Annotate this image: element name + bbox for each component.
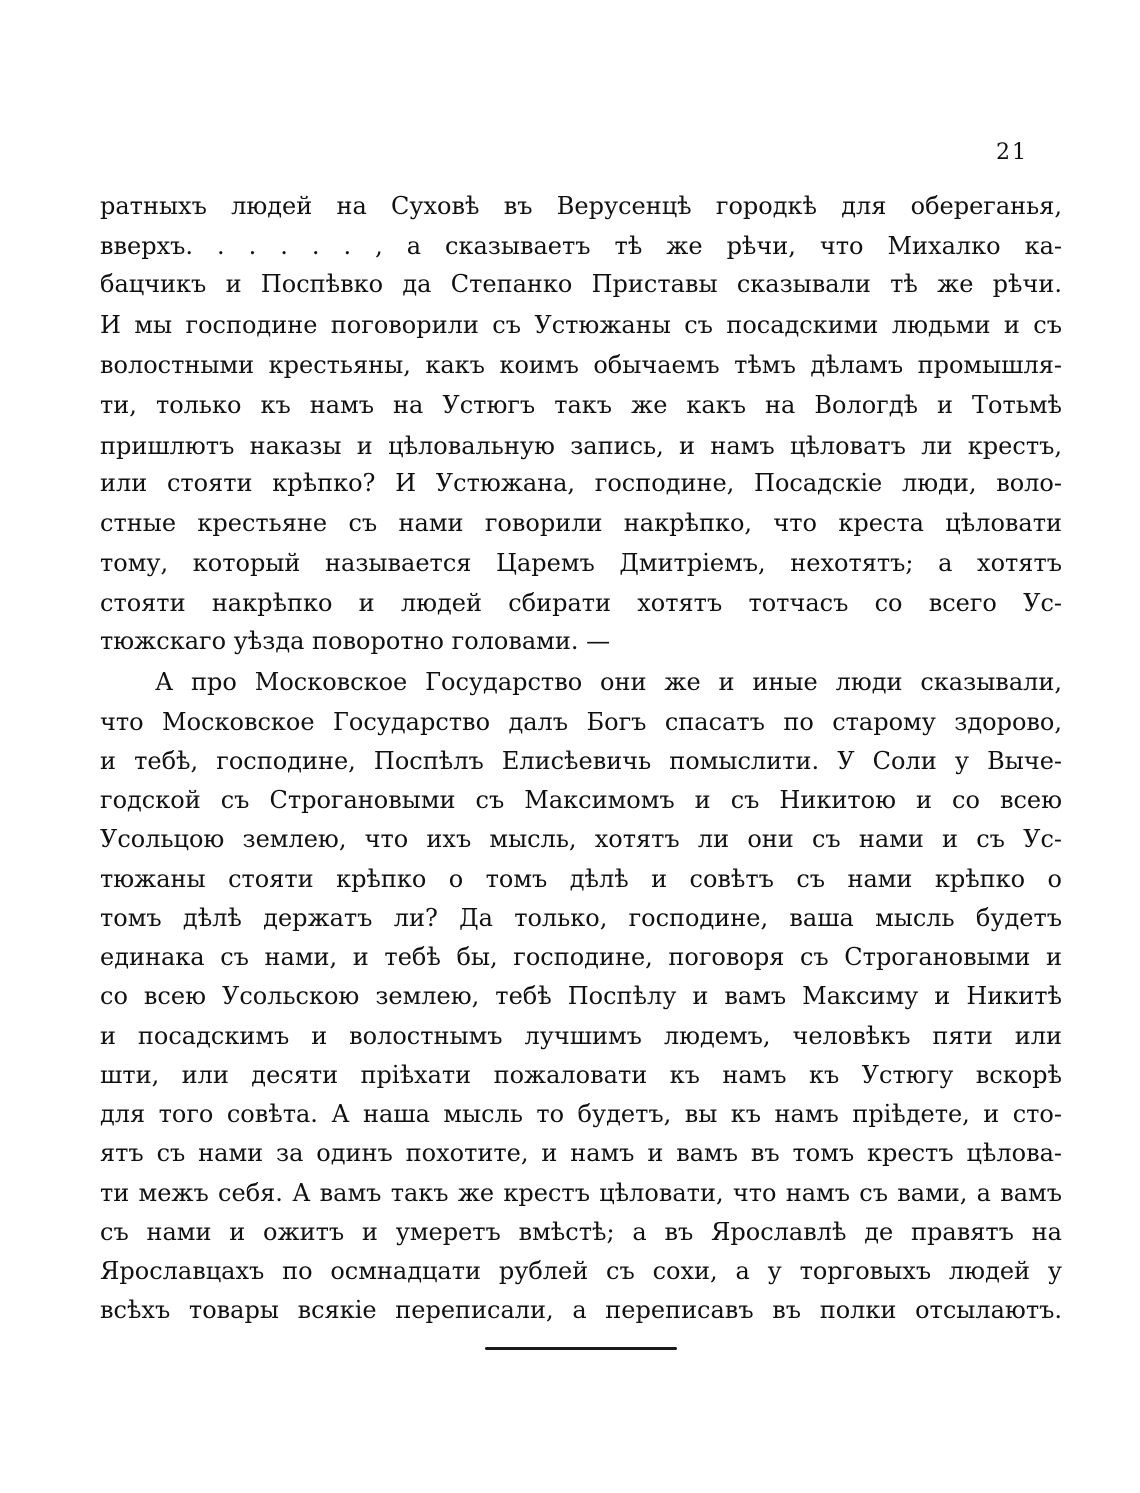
text-line: бацчикъ и Поспѣвко да Степанко Приставы сказывали тѣ же рѣчи. <box>100 270 1062 298</box>
text-line: всѣхъ товары всякіе переписали, а переписавъ въ полки отсылаютъ. <box>100 1296 1062 1324</box>
text-line: волостными крестьяны, какъ коимъ обычаемъ тѣмъ дѣламъ промышля- <box>100 351 1062 379</box>
text-line: и посадскимъ и волостнымъ лучшимъ людемъ, человѣкъ пяти или <box>100 1022 1062 1050</box>
text-line: Усольцою землею, что ихъ мысль, хотятъ ли они съ нами и съ Ус- <box>100 825 1062 853</box>
text-line: или стояти крѣпко? И Устюжана, господине, Посадскіе люди, воло- <box>100 469 1062 497</box>
text-line: шти, или десяти пріѣхати пожаловати къ намъ къ Устюгу вскорѣ <box>100 1061 1062 1089</box>
text-line: пришлютъ наказы и цѣловальную запись, и намъ цѣловатъ ли крестъ, <box>100 432 1062 460</box>
text-line: ти, только къ намъ на Устюгъ такъ же какъ на Вологдѣ и Тотьмѣ <box>100 391 1062 419</box>
text-line: что Московское Государство далъ Богъ спасатъ по старому здорово, <box>100 708 1062 736</box>
text-line: единака съ нами, и тебѣ бы, господине, поговоря съ Строгановыми и <box>100 943 1062 971</box>
text-line: годской съ Строгановыми съ Максимомъ и съ Никитою и со всею <box>100 786 1062 814</box>
page-number: 21 <box>996 140 1028 165</box>
text-line: съ нами и ожитъ и умеретъ вмѣстѣ; а въ Ярославлѣ де правятъ на <box>100 1218 1062 1246</box>
text-line: стные крестьяне съ нами говорили накрѣпко, что креста цѣловати <box>100 509 1062 537</box>
text-line: ятъ съ нами за одинъ похотите, и намъ и вамъ въ томъ крестъ цѣлова- <box>100 1139 1062 1167</box>
text-line: ратныхъ людей на Суховѣ въ Верусенцѣ городкѣ для обереганья, <box>100 192 1062 220</box>
text-line: тюжаны стояти крѣпко о томъ дѣлѣ и совѣтъ съ нами крѣпко о <box>100 865 1062 893</box>
text-line: и тебѣ, господине, Поспѣлъ Елисѣевичь помыслити. У Соли у Выче- <box>100 747 1062 775</box>
text-line: для того совѣта. А наша мысль то будетъ, вы къ намъ пріѣдете, и сто- <box>100 1100 1062 1128</box>
text-line: тому, который называется Царемъ Дмитріемъ, нехотятъ; а хотятъ <box>100 549 1062 577</box>
text-line: А про Московское Государство они же и иные люди сказывали, <box>155 668 1062 696</box>
end-rule-divider <box>485 1347 677 1350</box>
text-line: И мы господине поговорили съ Устюжаны съ посадскими людьми и съ <box>100 311 1062 339</box>
text-line: стояти накрѣпко и людей сбирати хотятъ тотчасъ со всего Ус- <box>100 589 1062 617</box>
text-line: томъ дѣлѣ держатъ ли? Да только, господине, ваша мысль будетъ <box>100 904 1062 932</box>
text-line: ти межъ себя. А вамъ такъ же крестъ цѣловати, что намъ съ вами, а вамъ <box>100 1179 1062 1207</box>
text-line: тюжскаго уѣзда поворотно головами. — <box>100 627 611 655</box>
text-line: со всею Усольскою землею, тебѣ Поспѣлу и вамъ Максиму и Никитѣ <box>100 982 1062 1010</box>
text-line: Ярославцахъ по осмнадцати рублей съ сохи, а у торговыхъ людей у <box>100 1257 1062 1285</box>
text-line: вверхъ. . . . . . , а сказываетъ тѣ же рѣчи, что Михалко ка- <box>100 232 1062 260</box>
